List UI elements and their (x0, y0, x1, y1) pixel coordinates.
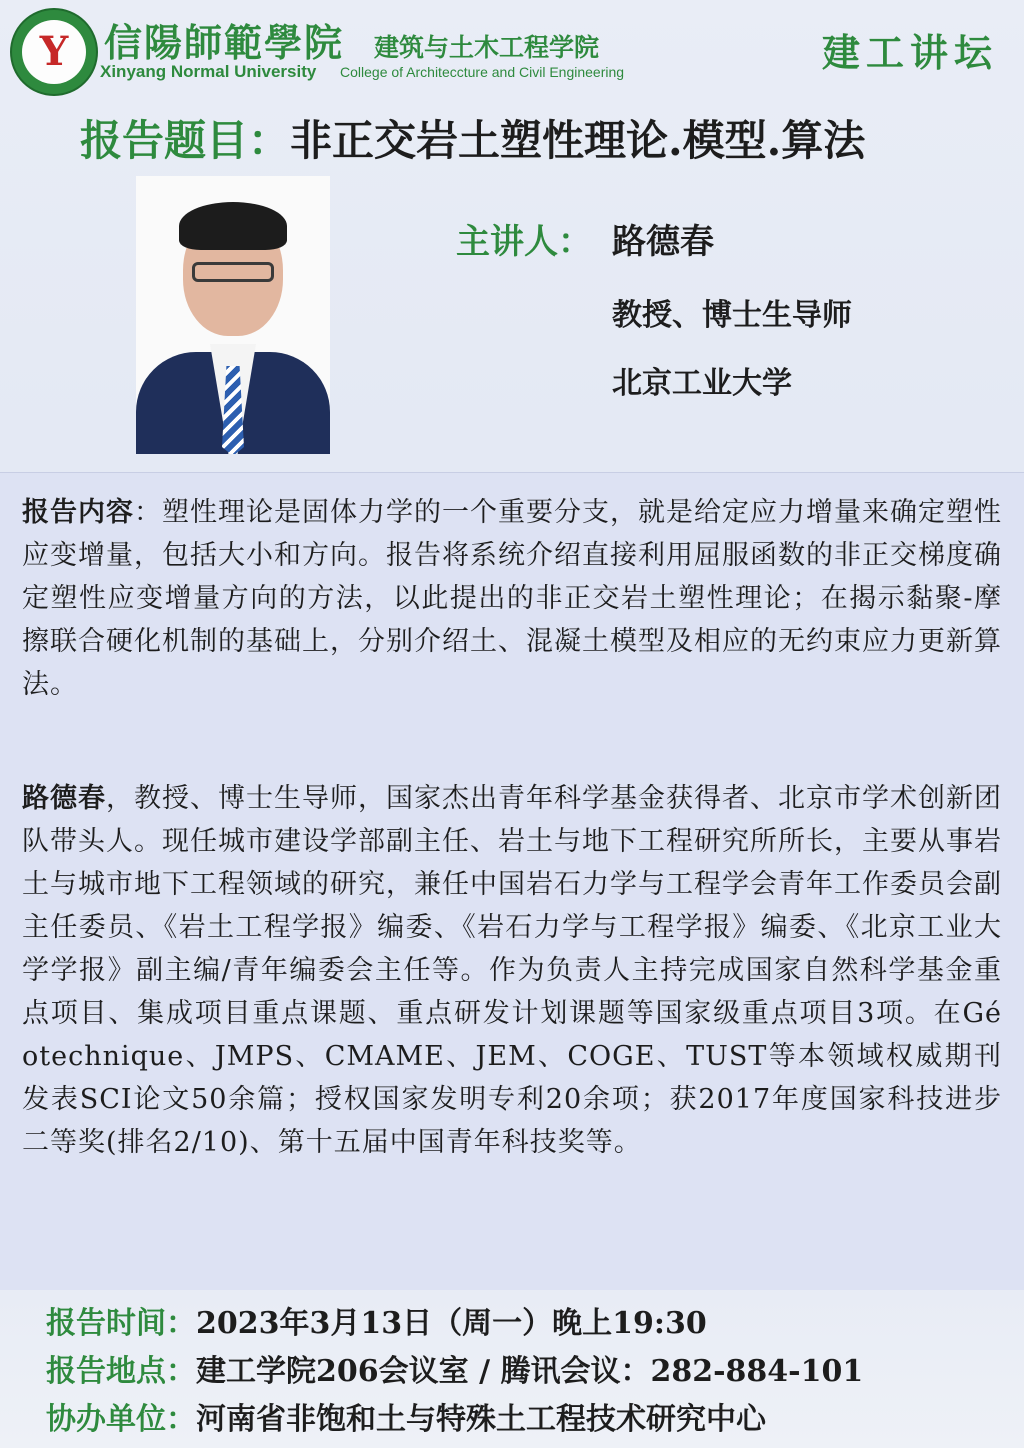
time-label: 报告时间： (46, 1306, 196, 1341)
report-title (80, 108, 865, 168)
speaker-position: 教授、博士生导师 (612, 298, 852, 333)
place-row (46, 1346, 863, 1390)
co-organizer-row (46, 1394, 766, 1438)
time-value: 2023年3月13日（周一）晚上19:30 (196, 1306, 707, 1341)
event-info (0, 1290, 1024, 1448)
photo-glasses (192, 262, 274, 282)
co-organizer-label: 协办单位： (46, 1402, 196, 1437)
speaker-affiliation: 北京工业大学 (612, 366, 792, 401)
report-title-label: 报告题目： (80, 116, 291, 165)
bio-label: 路德春 (22, 783, 106, 814)
abstract-paragraph (22, 491, 1002, 706)
university-logo (10, 8, 98, 96)
college-name-cn: 建筑与土木工程学院 (374, 33, 600, 62)
content-panel (0, 472, 1024, 1291)
college-name-en: College of Architeccture and Civil Engineering (340, 64, 625, 80)
time-row (46, 1298, 707, 1342)
abstract-label: 报告内容 (22, 497, 134, 528)
abstract-text: ：塑性理论是固体力学的一个重要分支，就是给定应力增量来确定塑性应变增量，包括大小和方向。报告将系统介绍直接利用屈服函数的非正交梯度确定塑性应变增量方向的方法，以此提出的非正交岩土塑性理论；在揭示黏聚-摩擦联合硬化机制的基础上，分别介绍土、混凝土模型及相应的无约束应力更新算法。 (22, 497, 1002, 700)
header (0, 0, 1024, 100)
co-organizer-value: 河南省非饱和土与特殊土工程技术研究中心 (196, 1402, 766, 1437)
photo-hair (179, 202, 287, 250)
speaker-photo (136, 176, 330, 454)
place-label: 报告地点： (46, 1354, 196, 1389)
university-name-cn: 信陽師範學院 (104, 20, 345, 65)
report-title-text: 非正交岩土塑性理论.模型.算法 (290, 116, 866, 165)
speaker-label: 主讲人： (456, 222, 592, 262)
bio-paragraph (22, 777, 1002, 1164)
bio-text: ，教授、博士生导师，国家杰出青年科学基金获得者、北京市学术创新团队带头人。现任城市建设学部副主任、岩土与地下工程研究所所长，主要从事岩土与城市地下工程领域的研究，兼任中国岩石力学与工程学会青年工作委员会副主任委员、《岩土工程学报》编委、《岩石力学与工程学报》编委、《北京工业大学学报》副主编/青年编委会主任等。作为负责人主持完成国家自然科学基金重点项目、集成项目重点课题、重点研发计划课题等国家级重点项目3项。在Gé otechnique、JMPS、CMAME、JEM、COGE、TUST等本领域权威期刊发表SCI论文50余篇；授权国家发明专利20余项；获2017年度国家科技进步二等奖(排名2/10)、第十五届中国青年科技奖等。 (22, 783, 1002, 1158)
forum-name: 建工讲坛 (821, 30, 998, 75)
university-name-en: Xinyang Normal University (100, 62, 317, 81)
place-value: 建工学院206会议室 / 腾讯会议：282-884-101 (196, 1354, 864, 1389)
speaker-name: 路德春 (612, 222, 714, 262)
